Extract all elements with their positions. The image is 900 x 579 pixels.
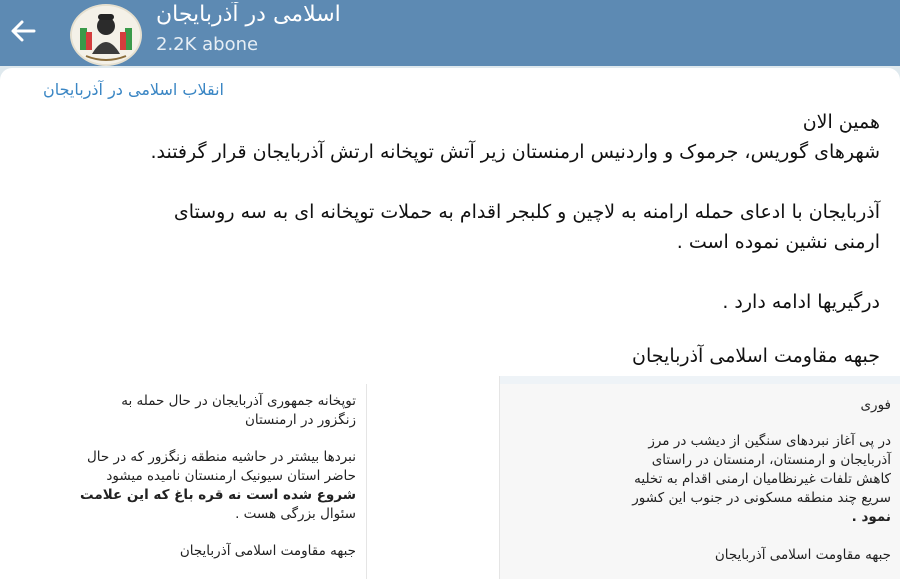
- shot-right-line-4: کاهش تلفات غیرنظامیان ارمنی اقدام به تخلیه: [634, 471, 891, 487]
- chat-header: [0, 0, 900, 66]
- shot-left-signature: جبهه مقاومت اسلامی آذربایجان: [179, 543, 356, 559]
- channel-avatar[interactable]: [70, 4, 142, 66]
- forwarded-from-link[interactable]: انقلاب اسلامی در آذربایجان: [42, 80, 224, 99]
- shot-right-signature: جبهه مقاومت اسلامی آذربایجان: [714, 547, 891, 563]
- shot-right-line-3: آذربایجان و ارمنستان، ارمنستان در راستای: [651, 452, 891, 468]
- channel-title[interactable]: اسلامی در آذربایجان: [156, 2, 341, 27]
- shot-left-line-4: حاضر استان سیونیک ارمنستان نامیده میشود: [106, 468, 356, 484]
- embedded-screenshot-right[interactable]: [499, 376, 900, 579]
- shot-left-line-1: توپخانه جمهوری آذربایجان در حال حمله به: [121, 393, 356, 409]
- shot-left-line-3: نبردها بیشتر در حاشیه منطقه زنگزور که در حال: [87, 449, 356, 465]
- message-signature: جبهه مقاومت اسلامی آذربایجان: [632, 345, 880, 367]
- shot-left-line-5: شروع شده است نه قره باغ که این علامت: [80, 487, 356, 503]
- avatar-emblem-icon: [72, 6, 140, 64]
- shot-right-line-2: در پی آغاز نبردهای سنگین از دیشب در مرز: [648, 433, 891, 449]
- shot-left-line-2: زنگزور در ارمنستان: [244, 412, 356, 428]
- message-line-4: ارمنی نشین نموده است .: [676, 231, 880, 253]
- message-line-3: آذربایجان با ادعای حمله ارامنه به لاچین و کلبجر اقدام به حملات توپخانه ای به سه روستای: [173, 201, 880, 223]
- message-line-2: شهرهای گوریس، جرموک و واردنیس ارمنستان زیر آتش توپخانه ارتش آذربایجان قرار گرفتند.: [150, 141, 880, 163]
- shot-right-line-5: سریع چند منطقه مسکونی در جنوب این کشور: [632, 490, 891, 506]
- subscriber-count: 2.2K abone: [156, 34, 259, 55]
- shot-right-top-strip: [500, 376, 900, 384]
- embedded-screenshot-left[interactable]: [0, 384, 367, 579]
- back-arrow-icon[interactable]: [6, 14, 40, 48]
- shot-right-line-6: نمود .: [851, 509, 891, 525]
- shot-left-line-6: سئوال بزرگی هست .: [235, 506, 356, 522]
- message-line-1: همین الان: [802, 111, 880, 133]
- message-line-5: درگیریها ادامه دارد .: [722, 291, 880, 313]
- shot-right-line-1: فوری: [860, 397, 891, 413]
